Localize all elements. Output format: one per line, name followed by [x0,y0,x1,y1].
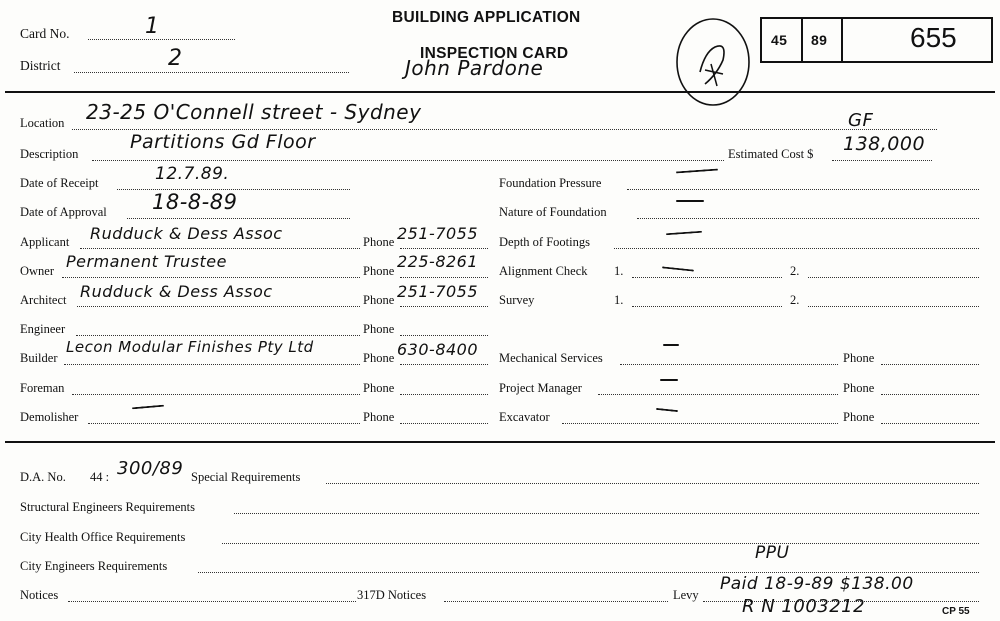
project-manager-dash [660,379,678,381]
box-number: 655 [910,22,957,53]
alignment-num1: 1. [614,264,624,278]
alignment-line-2 [808,277,979,278]
nature-foundation-label: Nature of Foundation [499,205,607,219]
estimated-cost-line [832,160,932,161]
nature-foundation-dash [676,200,704,202]
architect-phone-label: Phone [363,293,395,307]
header-rule [5,91,995,93]
foundation-pressure-label: Foundation Pressure [499,176,602,190]
owner-phone-label: Phone [363,264,395,278]
project-manager-phone-label: Phone [843,381,875,395]
foundation-pressure-line [627,189,979,190]
card-number-box [760,17,993,63]
applicant-label: Applicant [20,235,70,249]
engineer-label: Engineer [20,322,66,336]
mechanical-phone-label: Phone [843,351,875,365]
structural-line [234,513,979,514]
demolisher-phone-line [400,423,488,424]
survey-line-1 [632,306,782,307]
project-manager-label: Project Manager [499,381,582,395]
description-line [92,160,724,161]
engineer-phone-label: Phone [363,322,395,336]
box-b: 89 [811,32,828,48]
demolisher-line [88,423,360,424]
excavator-phone-line [881,423,979,424]
ppu-note: PPU [755,543,790,563]
details-rule [5,441,995,443]
owner-phone: 225-8261 [397,252,479,271]
estimated-cost-value: 138,000 [843,133,926,155]
card-code: CP 55 [942,606,970,617]
city-engineers-line [198,572,979,573]
mechanical-phone-line [881,364,979,365]
card-no-value: 1 [145,14,160,39]
applicant-phone: 251-7055 [397,224,479,243]
survey-num2: 2. [790,293,800,307]
location-value: 23-25 O'Connell street - Sydney [86,100,422,124]
mechanical-line [620,364,838,365]
card-no-label: Card No. [20,26,70,41]
notices-317d-line [444,601,668,602]
date-approval-value: 18-8-89 [152,190,238,214]
district-value: 2 [168,46,183,71]
depth-footings-dash [666,231,702,236]
date-receipt-value: 12.7.89. [155,164,230,184]
foundation-pressure-dash [676,169,718,174]
alignment-line-1 [632,277,782,278]
foreman-phone-line [400,394,488,395]
notices-line [68,601,356,602]
foreman-phone-label: Phone [363,381,395,395]
nature-foundation-line [637,218,979,219]
engineer-line [76,335,360,336]
architect-label: Architect [20,293,67,307]
special-requirements-line [326,483,979,484]
owner-phone-line [400,277,488,278]
excavator-phone-label: Phone [843,410,875,424]
excavator-line [562,423,838,424]
location-line [72,129,937,130]
structural-label: Structural Engineers Requirements [20,500,195,514]
architect-phone-line [400,306,488,307]
levy-label: Levy [673,588,699,602]
architect-value: Rudduck & Dess Assoc [80,282,273,301]
district-line [74,72,349,73]
da-prefix: 44 : [90,470,110,484]
excavator-dash [656,408,678,412]
survey-line-2 [808,306,979,307]
notices-label: Notices [20,588,59,602]
floor-note: GF [848,110,874,131]
alignment-dash [662,266,694,271]
applicant-phone-label: Phone [363,235,395,249]
receipt-value: R N 1003212 [742,596,866,617]
depth-footings-line [614,248,979,249]
description-label: Description [20,147,79,161]
builder-phone: 630-8400 [397,340,479,359]
notices-317d-label: 317D Notices [357,588,427,602]
card-no-line [88,39,235,40]
builder-label: Builder [20,351,58,365]
builder-value: Lecon Modular Finishes Pty Ltd [66,338,314,356]
survey-label: Survey [499,293,535,307]
date-approval-line [127,218,350,219]
applicant-phone-line [400,248,488,249]
mechanical-dash [663,344,679,346]
form-subtitle: INSPECTION CARD [420,45,569,62]
description-value: Partitions Gd Floor [130,131,316,153]
owner-line [62,277,360,278]
box-a: 45 [771,32,788,48]
special-requirements-label: Special Requirements [191,470,301,484]
health-line [222,543,979,544]
builder-phone-label: Phone [363,351,395,365]
form-title: BUILDING APPLICATION [392,9,581,26]
levy-value: Paid 18-9-89 $138.00 [720,574,914,594]
engineer-phone-line [400,335,488,336]
demolisher-phone-label: Phone [363,410,395,424]
owner-label: Owner [20,264,55,278]
applicant-line [80,248,360,249]
estimated-cost-label: Estimated Cost $ [728,147,814,161]
project-manager-phone-line [881,394,979,395]
owner-value: Permanent Trustee [66,252,227,271]
architect-phone: 251-7055 [397,282,479,301]
depth-footings-label: Depth of Footings [499,235,590,249]
excavator-label: Excavator [499,410,550,424]
demolisher-label: Demolisher [20,410,79,424]
da-value: 300/89 [117,458,184,479]
project-manager-line [598,394,838,395]
builder-phone-line [400,364,488,365]
foreman-line [72,394,360,395]
survey-num1: 1. [614,293,624,307]
district-label: District [20,58,61,73]
alignment-num2: 2. [790,264,800,278]
alignment-label: Alignment Check [499,264,588,278]
city-engineers-label: City Engineers Requirements [20,559,168,573]
health-label: City Health Office Requirements [20,530,186,544]
date-receipt-label: Date of Receipt [20,176,99,190]
mechanical-label: Mechanical Services [499,351,603,365]
foreman-label: Foreman [20,381,65,395]
location-label: Location [20,116,65,130]
initials-circle-icon [665,12,765,112]
builder-line [64,364,360,365]
da-no-label: D.A. No. [20,470,66,484]
inspector-name: John Pardone [405,56,544,80]
demolisher-dash [132,405,164,410]
date-approval-label: Date of Approval [20,205,107,219]
applicant-value: Rudduck & Dess Assoc [90,224,283,243]
architect-line [77,306,360,307]
